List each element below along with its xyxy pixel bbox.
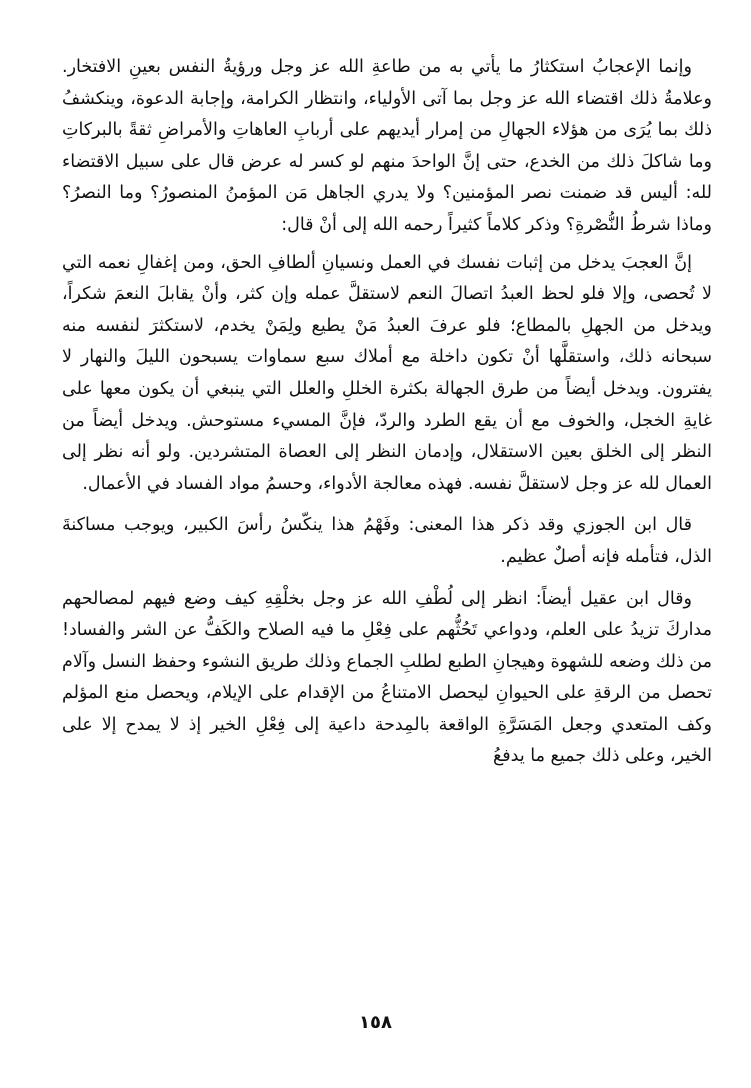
paragraph-3: قال ابن الجوزي وقد ذكر هذا المعنى: وفَهْمُ هذا ينكّسُ رأسَ الكبير، ويوجب مساكنةَ الذل، فتأمله فإنه أصلٌ عظيم. (62, 515, 712, 567)
paragraph-4: وقال ابن عقيل أيضاً: انظر إلى لُطْفِ الله عز وجل بخلْقِهِ كيف وضع فيهم لمصالحهم مداركَ تزيدُ على العلم، ودواعي تَحُثُّهم على فِعْلِ ما فيه الصلاح والكَفُّ عن الشر والفساد! من ذلك وضعه للشهوة وهيجانِ الطبع لطلبِ الجماع وذلك طريق النشوء وحفظ النسل وآلام تحصل من الرقةِ على الحيوانِ ليحصل الامتناعُ من الإقدام على الإيلام، ويحصل منع المؤلم وكف المتعدي وجعل المَسَرَّةِ الواقعة بالمِدحة داعية إلى فِعْلِ الخير إذ لا يمدح إلا على الخير، وعلى ذلك جميع ما يدفعُ (62, 588, 712, 767)
document-page (62, 52, 712, 773)
paragraph-1: وإنما الإعجابُ استكثارُ ما يأتي به من طاعةِ الله عز وجل ورؤيةُ النفس بعينِ الافتخار. وعلامةُ ذلك اقتضاء الله عز وجل بما آتى الأولياء، وانتظار الكرامة، وإجابة الدعوة، وينكشفُ ذلك بما يُرَى من هؤلاء الجهالِ من إمرار أيديهم على أربابِ العاهاتِ والأمراضِ ثقةً بالبركاتِ وما شاكلَ ذلك من الخدع، حتى إنَّ الواحدَ منهم لو كسر له عرض قال على سبيل الاقتضاء لله: أليس قد ضمنت نصر المؤمنين؟ ولا يدري الجاهل مَن المؤمنُ المنصورُ؟ وما النصرُ؟ وماذا شرطُ النُّصْرةِ؟ وذكر كلاماً كثيراً رحمه الله إلى أنْ قال: (62, 57, 712, 235)
page-number: ١٥٨ (359, 1012, 392, 1033)
paragraph-2: إنَّ العجبَ يدخل من إثبات نفسك في العمل ونسيانِ ألطافِ الحق، ومن إغفالِ نعمه التي لا تُحصى، وإلا فلو لحظ العبدُ اتصالَ النعم لاستقلَّ عمله وإن كثر، وأنْ يقابلَ النعمَ شكراً، ويدخل من الجهلِ بالمطاع؛ فلو عرفَ العبدُ مَنْ يطيع ولِمَنْ يخدم، لاستكثرَ لنفسه منه سبحانه ذلك، واستقلَّها أنْ تكون داخلة مع أملاك سبع سماوات يسبحون الليلَ والنهار لا يفترون. ويدخل أيضاً من طرق الجهالة بكثرة الخللِ والعلل التي ينبغي أن يكون معها على غايةِ الخجل، والخوف مع أن يقع الطرد والردّ، فإنَّ المسيء مستوحش. ويدخل أيضاً من النظر إلى الخلق بعين الاستقلال، وإدمان النظر إلى العصاة المتشردين. ولو أنه نظر إلى العمال لله عز وجل لاستقلَّ نفسه. فهذه معالجة الأدواء، وحسمُ مواد الفساد في الأعمال. (62, 252, 712, 494)
